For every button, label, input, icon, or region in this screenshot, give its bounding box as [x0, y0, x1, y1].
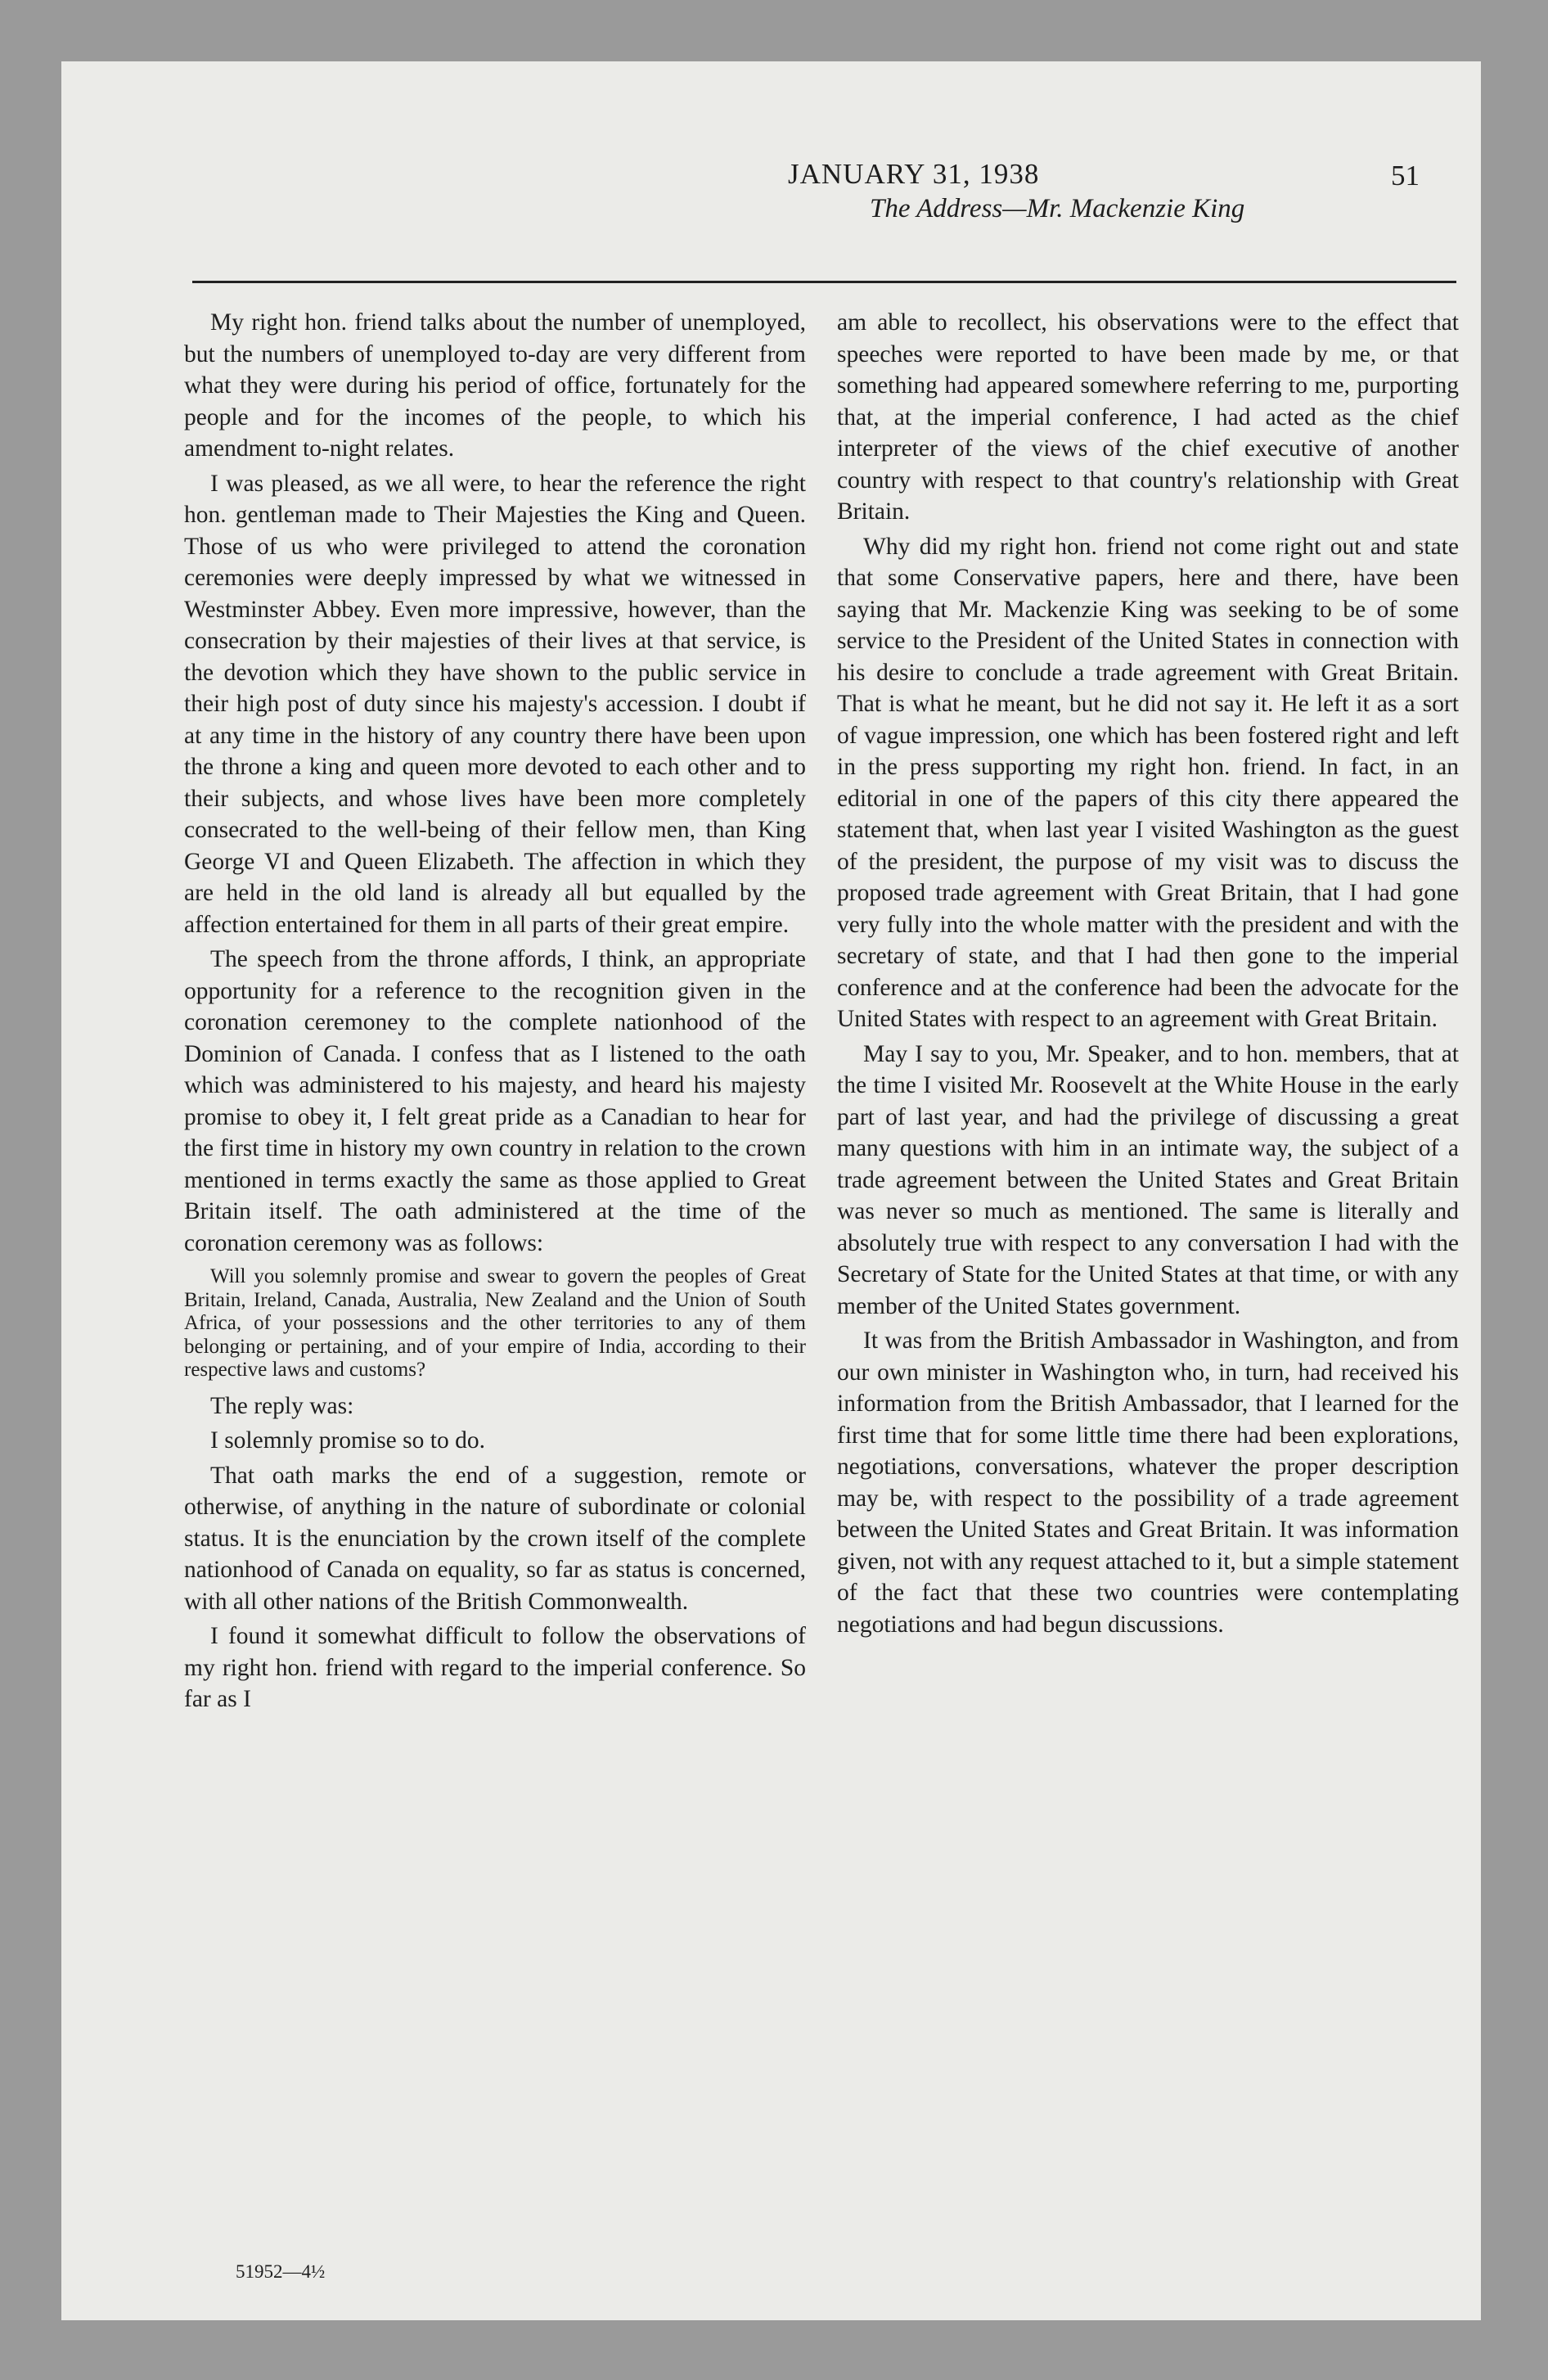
paragraph: The speech from the throne affords, I think, an appropriate opportunity for a reference to the recognition given in the coronation ceremoney to the complete nationhood of the Dominion of Canada. I confess that as I listened to the oath which was administered to his majesty, and heard his majesty promise to obey it, I felt great pride as a Canadian to hear for the first time in history my own country in relation to the crown mentioned in terms exactly the same as those applied to Great Britain itself. The oath administered at the time of the coronation ceremony was as follows:	[184, 946, 806, 1256]
paragraph: The reply was:	[210, 1392, 354, 1419]
page	[61, 61, 1481, 2320]
left-column	[184, 307, 806, 1715]
coronation-oath-quote: Will you solemnly promise and swear to govern the peoples of Great Britain, Ireland, Canada, Australia, New Zealand and the Union of South Africa, of your possessions and the other territories to any of them belonging or pertaining, and of your empire of India, according to their respective laws and customs?	[184, 1265, 806, 1381]
paragraph: May I say to you, Mr. Speaker, and to hon. members, that at the time I visited Mr. Roosevelt at the White House in the early part of last year, and had the privilege of discussing a great many questions with him in an intimate way, the subject of a trade agreement between the United States and Great Britain was never so much as mentioned. The same is literally and absolutely true with respect to any conversation I had with the Secretary of State for the United States at that time, or with any member of the United States government.	[837, 1040, 1459, 1319]
header-subtitle: The Address—Mr. Mackenzie King	[870, 194, 1245, 223]
paragraph: I found it somewhat difficult to follow the observations of my right hon. friend with regard to the imperial conference. So far as I	[184, 1623, 806, 1712]
right-column	[837, 307, 1459, 1640]
paragraph: I was pleased, as we all were, to hear the reference the right hon. gentleman made to Their Majesties the King and Queen. Those of us who were privileged to attend the coronation ceremonies were deeply impressed by what we witnessed in Westminster Abbey. Even more impressive, however, than the consecration by their majesties of their lives at that service, is the devotion which they have shown to the public service in their high post of duty since his majesty's accession. I doubt if at any time in the history of any country there have been upon the throne a king and queen more devoted to each other and to their subjects, and whose lives have been more completely consecrated to the well-being of their fellow men, than King George VI and Queen Elizabeth. The affection in which they are held in the old land is already all but equalled by the affection entertained for them in all parts of their great empire.	[184, 470, 806, 938]
paragraph: am able to recollect, his observations were to the effect that speeches were reported to have been made by me, or that something had appeared somewhere referring to me, purporting that, at the imperial conference, I had acted as the chief interpreter of the views of the chief executive of another country with respect to that country's relationship with Great Britain.	[837, 309, 1459, 525]
paragraph: I solemnly promise so to do.	[210, 1427, 485, 1454]
page-number: 51	[1391, 160, 1420, 192]
running-header	[192, 158, 1456, 283]
paragraph: Why did my right hon. friend not come right out and state that some Conservative papers, here and there, have been saying that Mr. Mackenzie King was seeking to be of some service to the President of the United States in connection with his desire to conclude a trade agreement with Great Britain. That is what he meant, but he did not say it. He left it as a sort of vague impression, one which has been fostered right and left in the press supporting my right hon. friend. In fact, in an editorial in one of the papers of this city there appeared the statement that, when last year I visited Washington as the guest of the president, the purpose of my visit was to discuss the proposed trade agreement with Great Britain, that I had gone very fully into the whole matter with the president and with the secretary of state, and that I had then gone to the imperial conference and at the conference had been the advocate for the United States with respect to an agreement with Great Britain.	[837, 533, 1459, 1032]
header-date: JANUARY 31, 1938	[788, 158, 1040, 190]
paragraph: My right hon. friend talks about the number of unemployed, but the numbers of unemployed to-day are very different from what they were during his period of office, fortunately for the people and for the incomes of the people, to which his amendment to-night relates.	[184, 309, 806, 462]
paragraph: It was from the British Ambassador in Washington, and from our own minister in Washington who, in turn, had received his information from the British Ambassador, that I learned for the first time that for some little time there had been explorations, negotiations, conversations, whatever the proper description may be, with respect to the possibility of a trade agreement between the United States and Great Britain. It was information given, not with any request attached to it, but a simple statement of the fact that these two countries were contemplating negotiations and had begun discussions.	[837, 1327, 1459, 1638]
printer-code: 51952—4½	[236, 2261, 326, 2282]
paragraph: That oath marks the end of a suggestion, remote or otherwise, of anything in the nature of subordinate or colonial status. It is the enunciation by the crown itself of the complete nationhood of Canada on equality, so far as status is concerned, with all other nations of the British Commonwealth.	[184, 1462, 806, 1615]
